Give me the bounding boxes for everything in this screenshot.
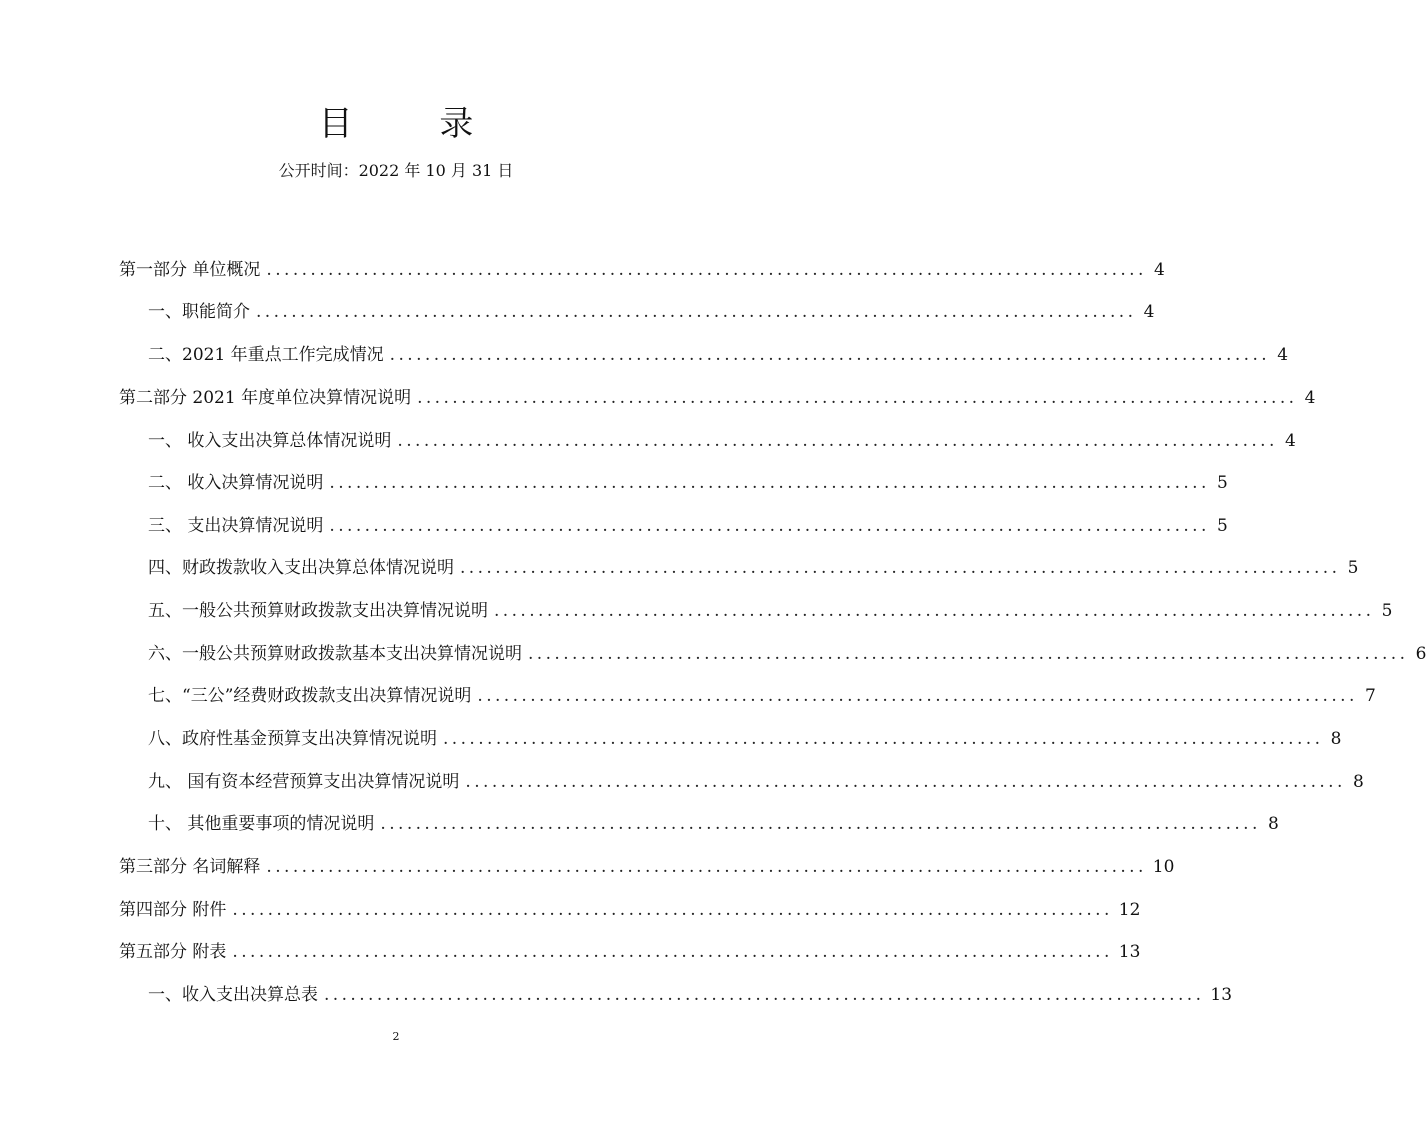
toc-page-number: 13 [1118, 942, 1141, 962]
toc-page-number: 10 [1152, 857, 1175, 877]
toc-entry[interactable] [148, 770, 1364, 794]
toc-page-number: 4 [1284, 431, 1296, 451]
publish-date: 公开时间：2022 年 10 月 31 日 [278, 161, 514, 180]
toc-entry-label: 九、 国有资本经营预算支出决算情况说明 [148, 772, 460, 792]
toc-dot-leader: .................................................................................................... [389, 345, 1271, 365]
toc-dot-leader: .................................................................................................... [477, 686, 1358, 706]
toc-page-number: 8 [1352, 772, 1364, 792]
toc-page-number: 5 [1216, 473, 1228, 493]
toc-page-number: 5 [1347, 558, 1359, 578]
toc-entry-label: 三、 支出决算情况说明 [148, 516, 324, 536]
toc-entry[interactable] [148, 599, 1393, 623]
toc-entry[interactable] [119, 898, 1141, 922]
toc-dot-leader: .................................................................................................... [417, 388, 1298, 408]
toc-entry[interactable] [148, 556, 1359, 580]
toc-dot-leader: .................................................................................................... [443, 729, 1324, 749]
toc-dot-leader: .................................................................................................... [460, 558, 1341, 578]
toc-entry[interactable] [148, 642, 1426, 666]
toc-page-number: 13 [1210, 985, 1233, 1005]
toc-entry[interactable] [148, 471, 1228, 495]
toc-entry[interactable] [119, 855, 1175, 879]
toc-page-number: 6 [1415, 644, 1426, 664]
toc-entry-label: 六、一般公共预算财政拨款基本支出决算情况说明 [148, 644, 522, 664]
toc-entry-label: 二、2021 年重点工作完成情况 [148, 345, 384, 365]
toc-entry-label: 七、“三公”经费财政拨款支出决算情况说明 [148, 686, 472, 706]
toc-dot-leader: .................................................................................................... [494, 601, 1375, 621]
toc-dot-leader: .................................................................................................... [266, 857, 1147, 877]
toc-entry-label: 一、 收入支出决算总体情况说明 [148, 431, 392, 451]
document-title: 目 录 [318, 104, 512, 144]
toc-entry-label: 第四部分 附件 [119, 900, 227, 920]
toc-dot-leader: .................................................................................................... [380, 814, 1261, 834]
toc-entry[interactable] [148, 812, 1279, 836]
toc-page-number: 4 [1304, 388, 1316, 408]
toc-entry[interactable] [119, 386, 1316, 410]
toc-entry-label: 八、政府性基金预算支出决算情况说明 [148, 729, 437, 749]
toc-entry-label: 二、 收入决算情况说明 [148, 473, 324, 493]
toc-dot-leader: .................................................................................................... [256, 302, 1137, 322]
toc-dot-leader: .................................................................................................... [329, 516, 1210, 536]
toc-page-number: 7 [1364, 686, 1376, 706]
toc-dot-leader: .................................................................................................... [528, 644, 1409, 664]
toc-page-number: 12 [1118, 900, 1141, 920]
toc-entry-label: 第五部分 附表 [119, 942, 227, 962]
toc-page-number: 4 [1277, 345, 1289, 365]
toc-entry-label: 五、一般公共预算财政拨款支出决算情况说明 [148, 601, 488, 621]
toc-entry[interactable] [148, 727, 1342, 751]
toc-entry[interactable] [148, 429, 1296, 453]
toc-entry-label: 一、职能简介 [148, 302, 250, 322]
toc-page-number: 8 [1330, 729, 1342, 749]
toc-entry[interactable] [148, 300, 1155, 324]
toc-page-number: 4 [1143, 302, 1155, 322]
toc-dot-leader: .................................................................................................... [397, 431, 1278, 451]
toc-dot-leader: .................................................................................................... [465, 772, 1346, 792]
toc-page-number: 8 [1267, 814, 1279, 834]
toc-entry-label: 第一部分 单位概况 [119, 260, 261, 280]
toc-entry[interactable] [148, 343, 1289, 367]
toc-entry[interactable] [148, 684, 1376, 708]
toc-dot-leader: .................................................................................................... [266, 260, 1147, 280]
toc-entry-label: 第二部分 2021 年度单位决算情况说明 [119, 388, 412, 408]
toc-entry[interactable] [148, 983, 1233, 1007]
toc-entry-label: 第三部分 名词解释 [119, 857, 261, 877]
toc-entry[interactable] [119, 258, 1165, 282]
toc-dot-leader: .................................................................................................... [329, 473, 1210, 493]
toc-dot-leader: .................................................................................................... [232, 900, 1113, 920]
toc-page-number: 5 [1381, 601, 1393, 621]
toc-page-number: 4 [1153, 260, 1165, 280]
toc-entry-label: 四、财政拨款收入支出决算总体情况说明 [148, 558, 454, 578]
toc-dot-leader: .................................................................................................... [232, 942, 1113, 962]
page-number: 2 [392, 1030, 400, 1043]
toc-page-number: 5 [1216, 516, 1228, 536]
toc-entry[interactable] [119, 940, 1141, 964]
toc-entry[interactable] [148, 514, 1228, 538]
toc-entry-label: 十、 其他重要事项的情况说明 [148, 814, 375, 834]
toc-entry-label: 一、收入支出决算总表 [148, 985, 318, 1005]
toc-dot-leader: .................................................................................................... [324, 985, 1205, 1005]
